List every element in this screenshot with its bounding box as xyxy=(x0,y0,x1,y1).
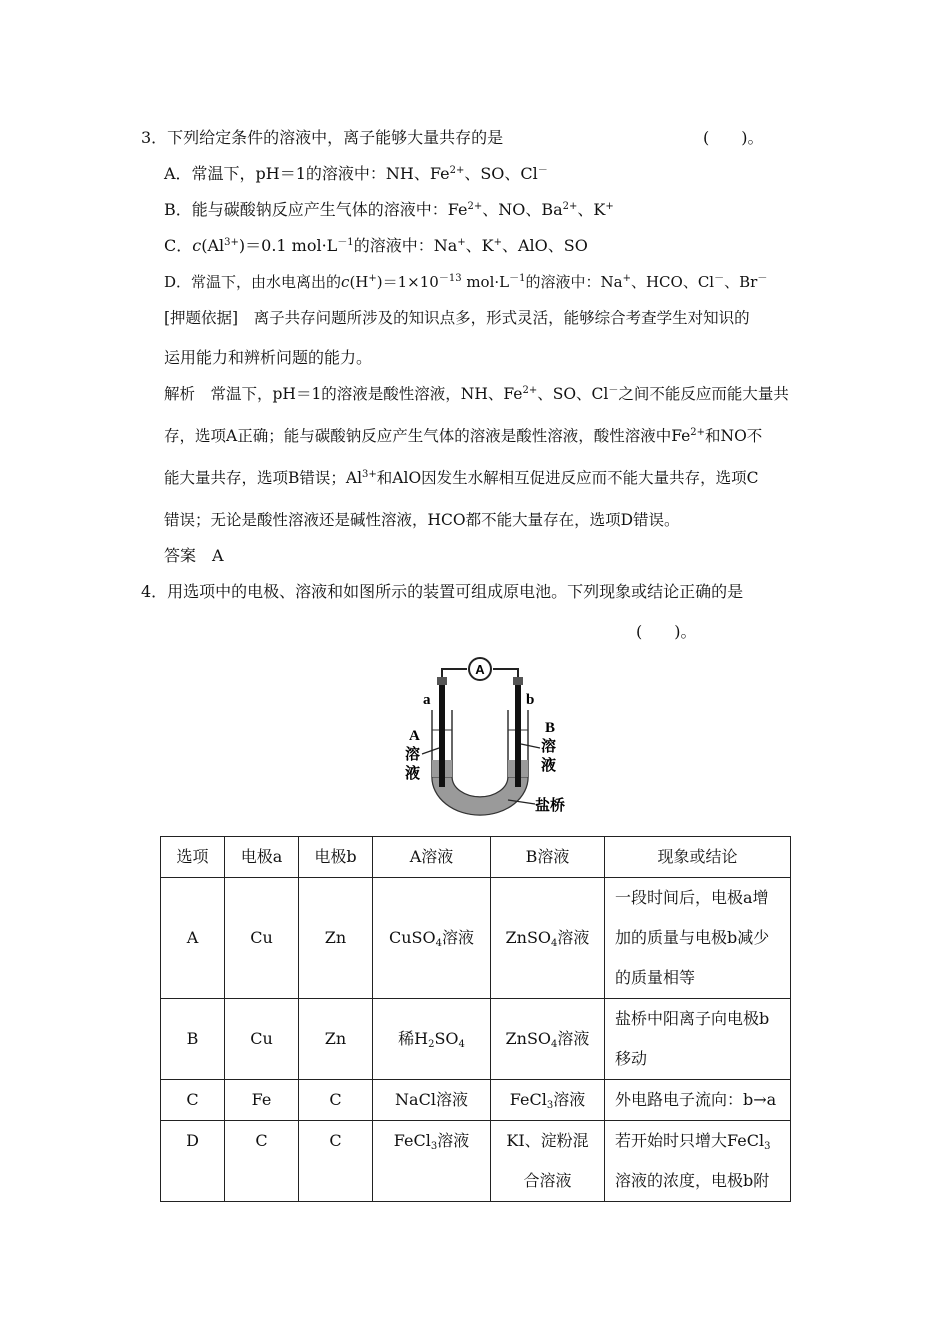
q3-answer-bracket: ( )。 xyxy=(703,128,764,147)
electrode-b-cell: C xyxy=(299,1121,373,1202)
options-table xyxy=(160,836,791,1202)
q4-answer-bracket: ( )。 xyxy=(636,622,697,641)
q4-stem: 4．用选项中的电极、溶液和如图所示的装置可组成原电池。下列现象或结论正确的是 xyxy=(141,582,744,601)
solution-b-cell: FeCl$_3$溶液 xyxy=(491,1080,605,1121)
result-cell: 盐桥中阳离子向电极b 移动 xyxy=(605,999,791,1080)
solution-b-char1: 溶 xyxy=(541,737,557,755)
q3-option-d: D．常温下，由水电离出的$c(H^+)=1\times 10^{-13}$ $mol\cdot L^{-1}$的溶液中：Na+、HCO、Cl－、Br－ xyxy=(164,273,768,291)
result-cell: 外电路电子流向：b→a xyxy=(605,1080,791,1121)
q3-basis-line1: [押题依据] 离子共存问题所涉及的知识点多，形式灵活，能够综合考查学生对知识的 xyxy=(164,309,750,327)
solution-a-cell: NaCl溶液 xyxy=(373,1080,491,1121)
q3-analysis-line3: 能大量共存，选项B错误；$Al^{3+}$和AlO因发生水解相互促进反应而不能大量共存，选项C xyxy=(164,469,759,487)
electrode-a-cell: Cu xyxy=(225,999,299,1080)
q3-answer: 答案 A xyxy=(164,546,224,565)
header-cell: 现象或结论 xyxy=(605,837,791,878)
solution-a-cell: FeCl$_3$溶液 xyxy=(373,1121,491,1202)
electrode-b xyxy=(515,685,521,787)
electrode-b-cell: C xyxy=(299,1080,373,1121)
solution-b-char2: 液 xyxy=(541,756,557,774)
option-cell: D xyxy=(161,1121,225,1202)
electrode-a-cell: Cu xyxy=(225,878,299,999)
solution-b-cell: ZnSO$_4$溶液 xyxy=(491,999,605,1080)
table-header-row xyxy=(161,837,791,878)
solution-b-letter: B xyxy=(545,720,556,736)
table-row xyxy=(161,1121,791,1202)
electrode-a-cell: Fe xyxy=(225,1080,299,1121)
result-cell: 一段时间后，电极a增 加的质量与电极b减少 的质量相等 xyxy=(605,878,791,999)
table-row xyxy=(161,878,791,999)
table-row xyxy=(161,999,791,1080)
header-cell: 选项 xyxy=(161,837,225,878)
salt-bridge-label: 盐桥 xyxy=(535,796,566,814)
option-cell: A xyxy=(161,878,225,999)
header-cell: 电极b xyxy=(299,837,373,878)
result-cell: 若开始时只增大FeCl$_3$ 溶液的浓度，电极b附 xyxy=(605,1121,791,1202)
header-cell: 电极a xyxy=(225,837,299,878)
q3-analysis-line2: 存，选项A正确；能与碳酸钠反应产生气体的溶液是酸性溶液，酸性溶液中$Fe^{2+}$和NO不 xyxy=(164,427,763,445)
ammeter-label: A xyxy=(475,662,485,677)
electrode-a xyxy=(439,685,445,787)
q3-option-c: C．$c(Al^{3+})=0.1$ $mol\cdot L^{-1}$的溶液中：Na+、K+、AlO、SO xyxy=(164,236,588,255)
option-cell: C xyxy=(161,1080,225,1121)
q3-option-b: B．能与碳酸钠反应产生气体的溶液中：$Fe^{2+}$、NO、$Ba^{2+}$、K+ xyxy=(164,200,614,219)
q3-stem: 3．下列给定条件的溶液中，离子能够大量共存的是 xyxy=(141,128,504,147)
solution-a-char2: 液 xyxy=(405,764,421,782)
q3-analysis-line1: 解析 常温下，pH＝1的溶液是酸性溶液，NH、$Fe^{2+}$、SO、Cl－之间不能反应而能大量共 xyxy=(164,385,789,403)
q3-analysis-line4: 错误；无论是酸性溶液还是碱性溶液，HCO都不能大量存在，选项D错误。 xyxy=(164,511,680,529)
header-cell: B溶液 xyxy=(491,837,605,878)
electrode-b-cell: Zn xyxy=(299,999,373,1080)
electrode-a-cell: C xyxy=(225,1121,299,1202)
solution-a-char1: 溶 xyxy=(405,745,421,763)
solution-b-cell: ZnSO$_4$溶液 xyxy=(491,878,605,999)
solution-a-cell: CuSO$_4$溶液 xyxy=(373,878,491,999)
solution-b-cell: KI、淀粉混 合溶液 xyxy=(491,1121,605,1202)
q3-basis-line2: 运用能力和辨析问题的能力。 xyxy=(164,348,373,367)
electrode-b-label: b xyxy=(526,692,535,708)
table-row xyxy=(161,1080,791,1121)
header-cell: A溶液 xyxy=(373,837,491,878)
solution-a-cell: 稀$H_2SO_4$ xyxy=(373,999,491,1080)
q3-option-a: A．常温下，pH＝1的溶液中：NH、$Fe^{2+}$、SO、Cl－ xyxy=(164,164,548,183)
electrode-a-label: a xyxy=(423,692,431,708)
galvanic-cell-diagram xyxy=(395,652,580,822)
option-cell: B xyxy=(161,999,225,1080)
electrode-b-cell: Zn xyxy=(299,878,373,999)
solution-a-letter: A xyxy=(409,728,420,744)
